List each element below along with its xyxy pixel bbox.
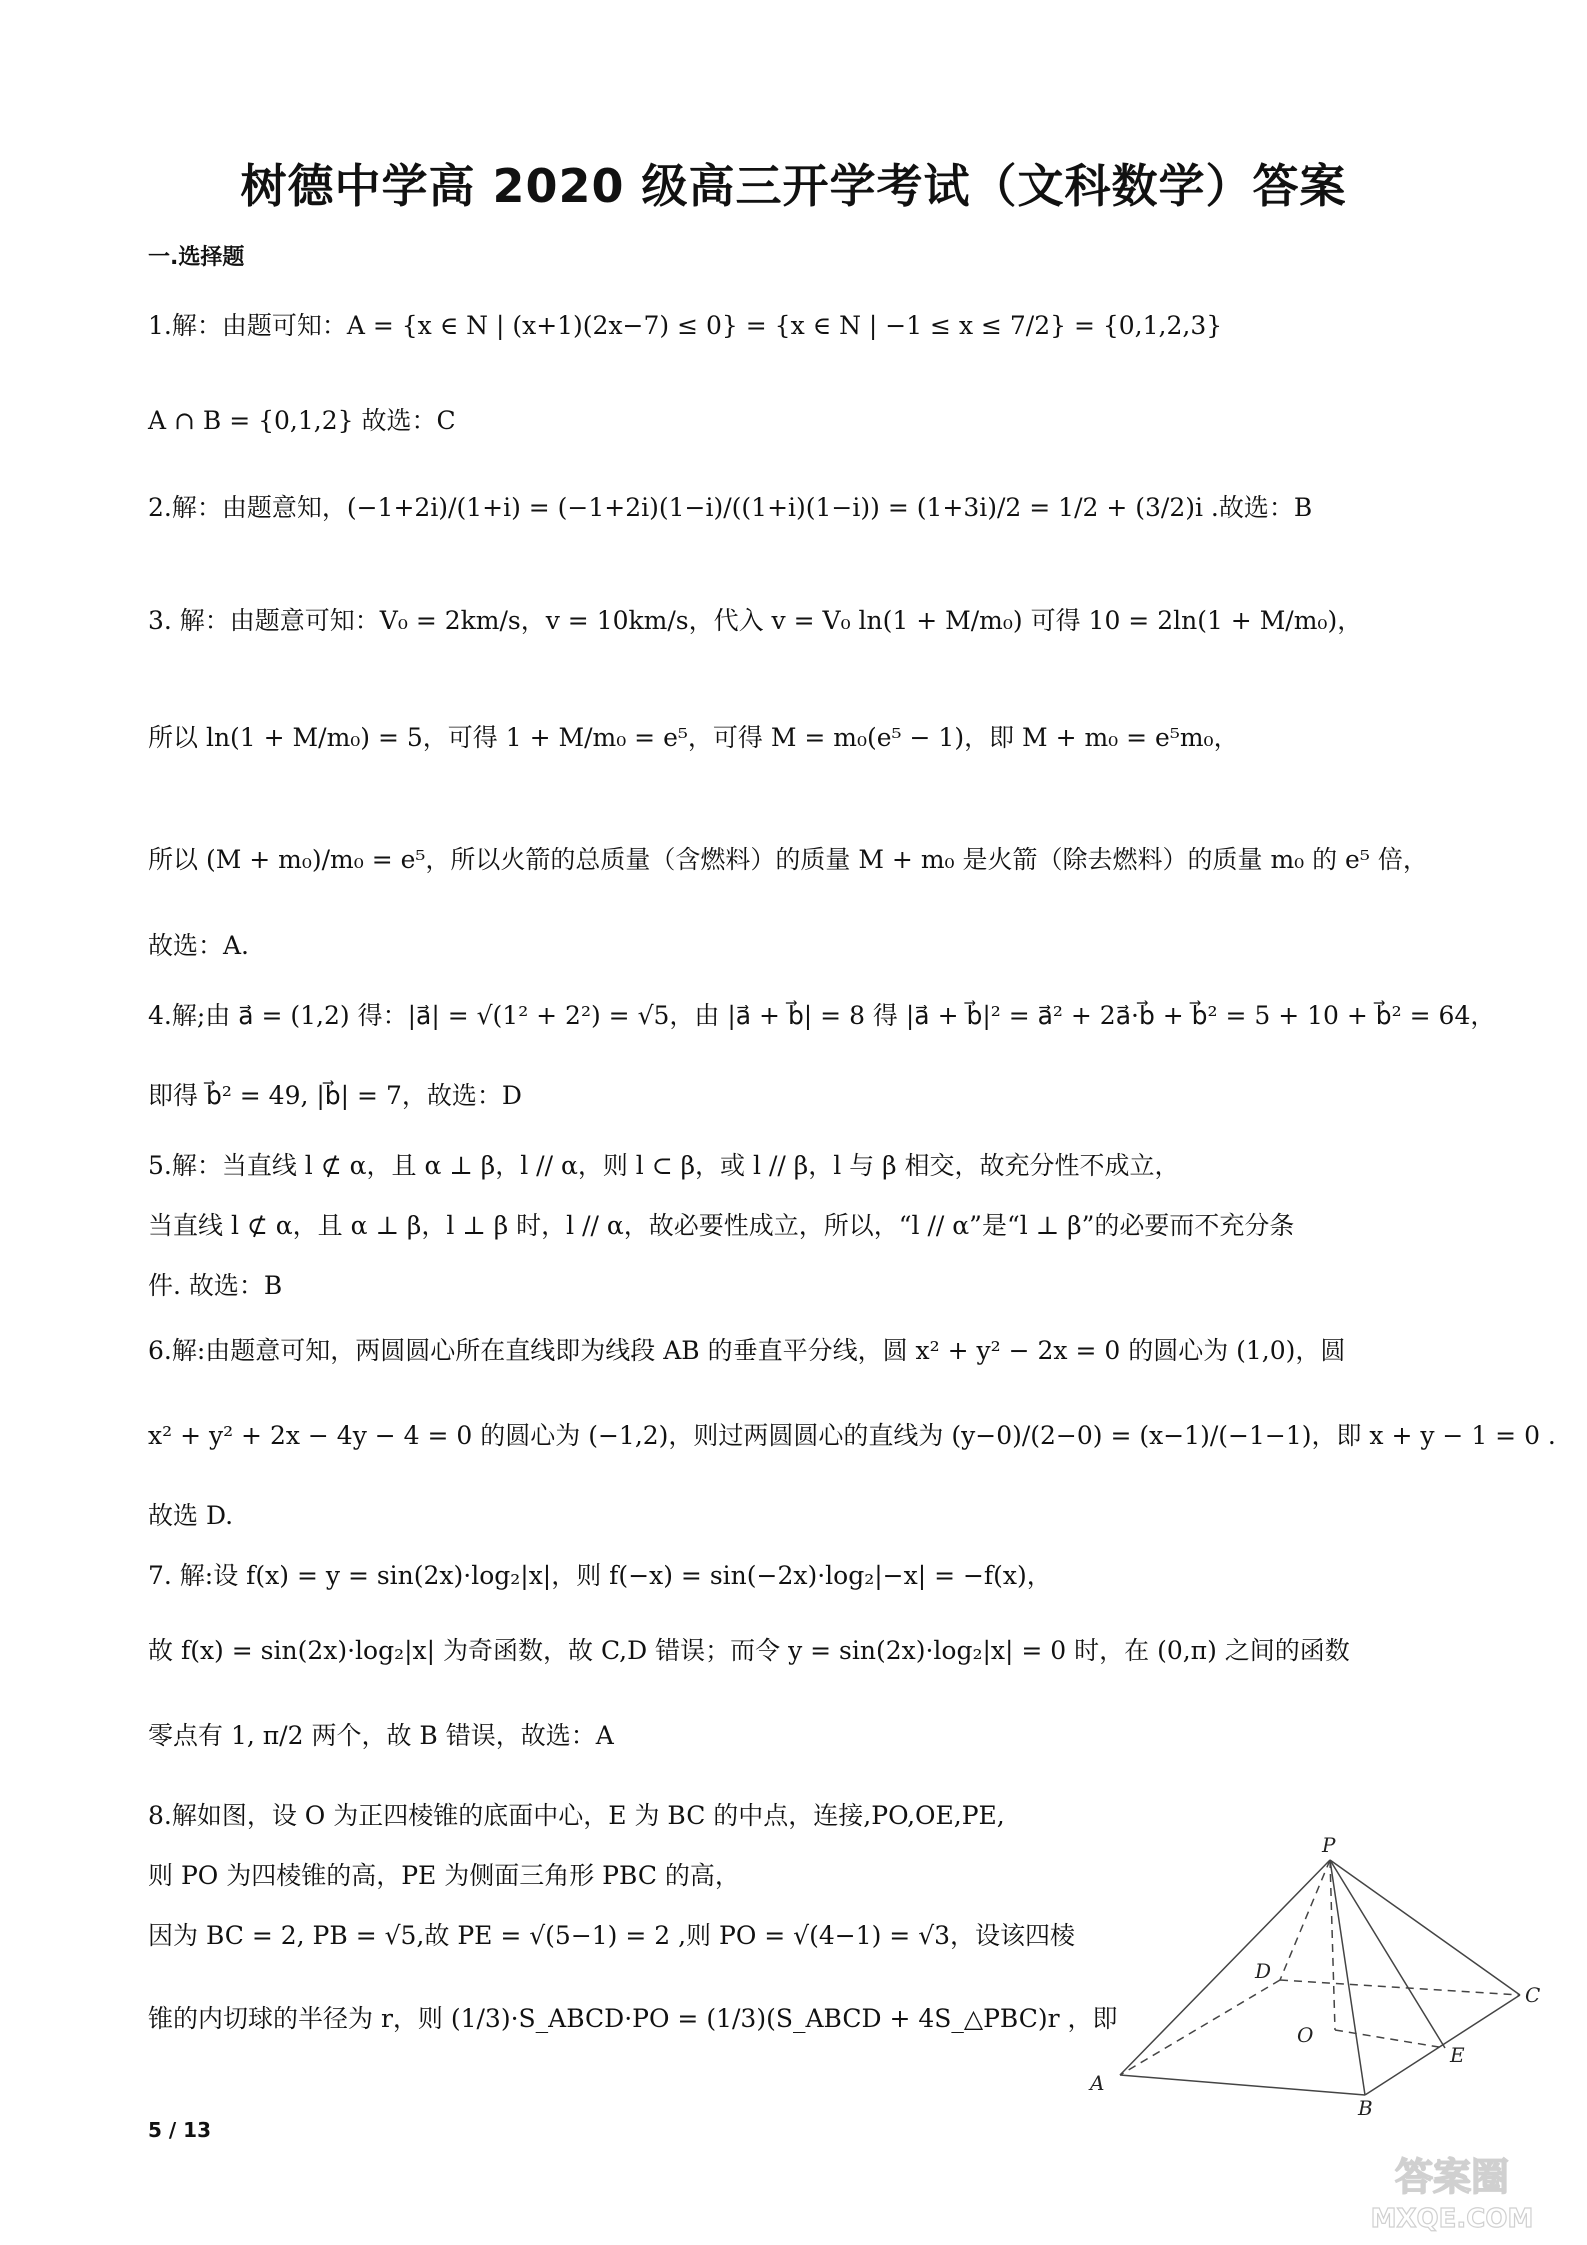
label-P: P [1322,1833,1336,1857]
text-line: 因为 BC = 2, PB = √5,故 PE = √(5−1) = 2 ,则 PO = √(4−1) = √3，设该四棱 [148,1921,1076,1950]
watermark-logo [1337,2145,1567,2235]
pyramid-figure [1060,1830,1560,2120]
text-line: 锥的内切球的半径为 r，则 (1/3)·S_ABCD·PO = (1/3)(S_ABCD + 4S_△PBC)r ，即 [148,2004,1118,2033]
watermark-bottom: MXQE.COM [1370,2204,1534,2234]
edge-PE [1330,1860,1445,2048]
label-B: B [1358,2096,1373,2120]
text-line: 所以 ln(1 + M/m₀) = 5，可得 1 + M/m₀ = e⁵，可得 M = m₀(e⁵ − 1)，即 M + m₀ = e⁵m₀， [148,723,1239,752]
edge-PB [1330,1860,1365,2095]
text-line: 当直线 l ⊄ α，且 α ⊥ β，l ⊥ β 时，l // α，故必要性成立，所以，“l // α”是“l ⊥ β”的必要而不充分条 [148,1211,1295,1240]
text-line: 即得 b⃗² = 49, |b⃗| = 7，故选：D [148,1081,522,1110]
edge-PC [1330,1860,1520,1995]
page-number: 5 / 13 [148,2118,211,2142]
text-line: 故 f(x) = sin(2x)·log₂|x| 为奇函数，故 C,D 错误；而令 y = sin(2x)·log₂|x| = 0 时，在 (0,π) 之间的函数 [148,1636,1350,1665]
text-line: 1.解：由题可知：A = {x ∈ N | (x+1)(2x−7) ≤ 0} = {x ∈ N | −1 ≤ x ≤ 7/2} = {0,1,2,3} [148,311,1223,340]
label-E: E [1450,2043,1465,2067]
section-heading: 一.选择题 [148,245,245,270]
label-C: C [1525,1983,1541,2007]
label-D: D [1255,1959,1272,1983]
text-line: 零点有 1, π/2 两个，故 B 错误，故选：A [148,1721,614,1750]
page-title: 树德中学高 2020 级高三开学考试（文科数学）答案 [240,159,1347,213]
text-line: 2.解：由题意知，(−1+2i)/(1+i) = (−1+2i)(1−i)/((1+i)(1−i)) = (1+3i)/2 = 1/2 + (3/2)i .故选：B [148,493,1313,522]
edge-DA [1120,1980,1280,2075]
text-line: 5.解：当直线 l ⊄ α，且 α ⊥ β，l // α，则 l ⊂ β，或 l // β，l 与 β 相交，故充分性不成立， [148,1151,1180,1180]
edge-OE [1335,2030,1445,2048]
label-O: O [1297,2023,1314,2047]
text-line: 件. 故选：B [148,1271,283,1300]
text-line: 7. 解:设 f(x) = y = sin(2x)·log₂|x|，则 f(−x) = sin(−2x)·log₂|−x| = −f(x)， [148,1561,1052,1590]
text-line: 3. 解：由题意可知：V₀ = 2km/s，v = 10km/s，代入 v = V₀ ln(1 + M/m₀) 可得 10 = 2ln(1 + M/m₀)， [148,606,1363,635]
text-line: 则 PO 为四棱锥的高，PE 为侧面三角形 PBC 的高， [148,1861,740,1890]
text-line: 4.解;由 a⃗ = (1,2) 得：|a⃗| = √(1² + 2²) = √5，由 |a⃗ + b⃗| = 8 得 |a⃗ + b⃗|² = a⃗² + 2a⃗·b⃗ + b⃗² = 5 + 10 + b⃗² = 64， [148,1001,1496,1030]
text-line: A ∩ B = {0,1,2} 故选：C [148,406,456,435]
edge-PD [1280,1860,1330,1980]
text-line: 8.解如图，设 O 为正四棱锥的底面中心，E 为 BC 的中点，连接,PO,OE,PE, [148,1801,1005,1830]
text-line: 故选 D. [148,1501,234,1530]
text-line: x² + y² + 2x − 4y − 4 = 0 的圆心为 (−1,2)，则过两圆圆心的直线为 (y−0)/(2−0) = (x−1)/(−1−1)，即 x + y − 1 = 0 . [148,1421,1556,1450]
edge-DC [1280,1980,1520,1995]
watermark-top: 答案圈 [1394,2155,1510,2199]
edge-AB [1120,2075,1365,2095]
text-line: 所以 (M + m₀)/m₀ = e⁵，所以火箭的总质量（含燃料）的质量 M + m₀ 是火箭（除去燃料）的质量 m₀ 的 e⁵ 倍， [148,845,1428,874]
text-line: 6.解:由题意可知，两圆圆心所在直线即为线段 AB 的垂直平分线，圆 x² + y² − 2x = 0 的圆心为 (1,0)，圆 [148,1336,1346,1365]
label-A: A [1090,2071,1105,2095]
text-line: 故选：A. [148,931,250,960]
edge-BC [1365,1995,1520,2095]
